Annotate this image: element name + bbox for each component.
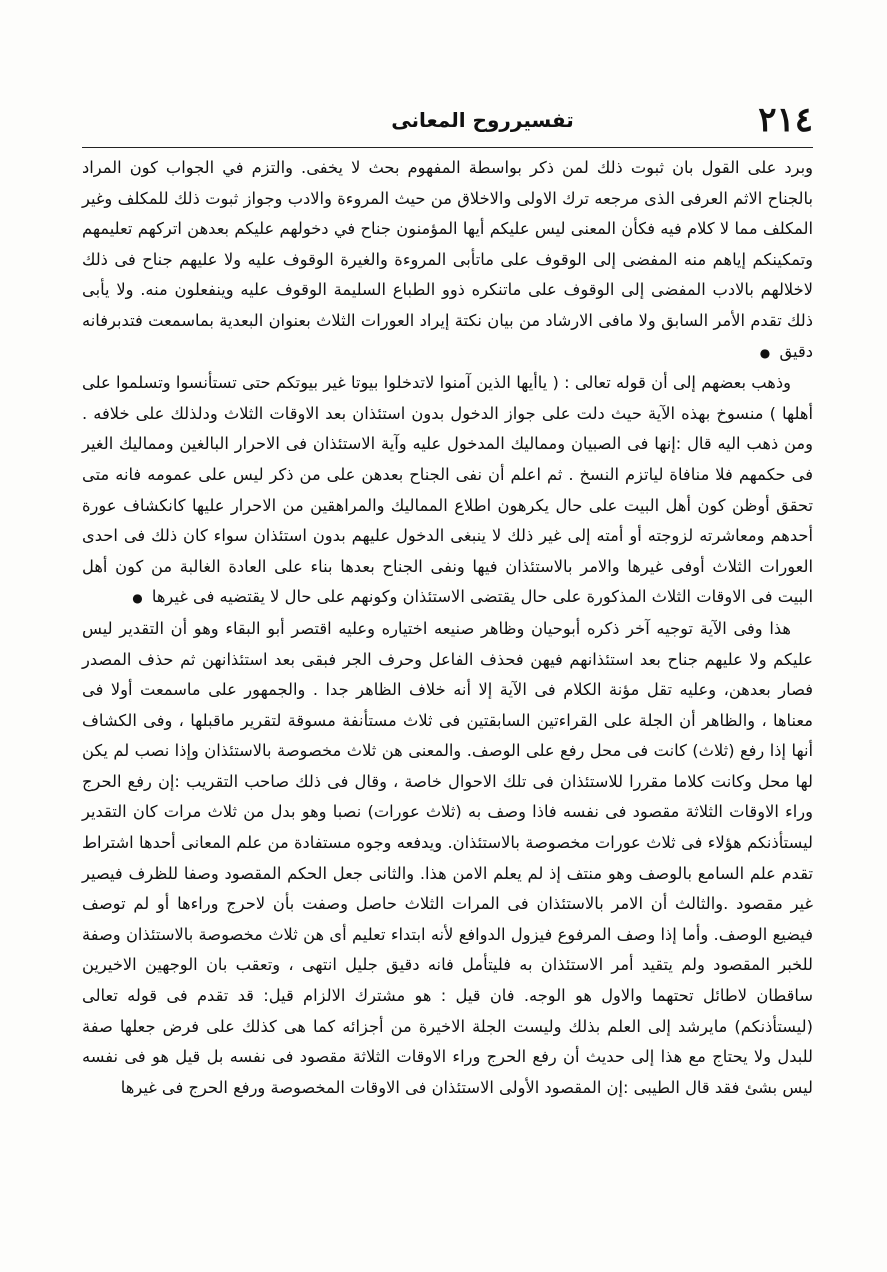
paragraph-end-mark: ●	[132, 591, 143, 606]
page-header	[82, 100, 813, 148]
running-title: تفسيرروح المعانى	[391, 108, 574, 132]
paragraph-3	[82, 614, 813, 1104]
paragraph-end-mark: ●	[759, 345, 771, 360]
body-text	[82, 153, 813, 1103]
header-rule	[82, 147, 813, 148]
paragraph-2-text: وذهب بعضهم إلى أن قوله تعالى : ( ياأيها الذين آمنوا لاتدخلوا بيوتا غير بيوتكم حتى تستأنسوا وتسلموا على أهلها ) منسوخ بهذه الآية حيث دلت على جواز الدخول بدون استئذان بعد الاوقات الثلاث ودلذلك على خلافه . ومن ذهب اليه قال :إنها فى الصبيان ومماليك المدخول عليه وآية الاستئذان فى الاحرار البالغين ومماليك الغير فى حكمهم فلا منافاة لياتزم النسخ . ثم اعلم أن نفى الجناح بعدهن على من ذكر ليس على عمومه فانه متى تحقق أوظن كون أهل البيت على حال يكرهون اطلاع المماليك والمراهقين من الاحرار عليها كانكشاف عورة أحدهم ومعاشرته لزوجته أو أمته إلى غير ذلك لا ينبغى الدخول عليهم بدون استئذان سواء كان ذلك فى احدى العورات الثلاث أوفى غيرها والامر بالاستئذان فيها ونفى الجناح بعدها بناء على العادة الغالبة من كون أهل البيت فى الاوقات الثلاث المذكورة على حال يقتضى الاستئذان وكونهم على حال لا يقتضيه فى غيرها	[82, 373, 813, 607]
paragraph-1	[82, 153, 813, 368]
paragraph-2	[82, 368, 813, 614]
page-number: ٢١٤	[758, 100, 813, 140]
paragraph-3-text: هذا وفى الآية توجيه آخر ذكره أبوحيان وظاهر صنيعه اختياره وعليه اقتصر أبو البقاء وهو أن التقدير ليس عليكم ولا عليهم جناح بعد استئذانهم فيهن فحذف الفاعل وحرف الجر فبقى بعد استئذانهن ثم حذف المصدر فصار بعدهن، وعليه تقل مؤنة الكلام فى الآية إلا أنه خلاف الظاهر جدا . والجمهور على ماسمعت أولا فى معناها ، والظاهر أن الجلة على القراءتين السابقتين فى ثلاث مستأنفة مسوقة لتقرير ماقبلها ، وفى الكشاف أنها إذا رفع (ثلاث) كانت فى محل رفع على الوصف. والمعنى هن ثلاث مخصوصة بالاستئذان وإذا نصب لم يكن لها محل وكانت كلاما مقررا للاستئذان فى تلك الاحوال خاصة ، وقال فى ذلك صاحب التقريب :إن رفع الحرج وراء الاوقات الثلاثة مقصود فى نفسه فاذا وصف به (ثلاث عورات) نصبا وهو بدل من ثلاث مرات كان التقدير ليستأذنكم هؤلاء فى ثلاث عورات مخصوصة بالاستئذان. ويدفعه وجوه مستفادة من علم المعانى أحدها اشتراط تقدم علم السامع بالوصف وهو منتف إذ لم يعلم الامن هذا. والثانى جعل الحكم المقصود وصفا للظرف فيصير غير مقصود .والثالث أن الامر بالاستئذان فى المرات الثلاث حاصل وصفت بأن لاحرج وراءها أو لم توصف فيضيع الوصف. وأما إذا وصف المرفوع فيزول الدوافع لأنه ابتداء تعليم أى هن ثلاث مخصوصة بالاستئذان وصفة للخبر المقصود ولم يتقيد أمر الاستئذان به فليتأمل فانه دقيق جليل انتهى ، وتعقب بان الوجهين الاخيرين ساقطان لاطائل تحتهما والاول هو الوجه. فان قيل : هو مشترك الالزام قيل: قد تقدم فى قوله تعالى (ليستأذنكم) مايرشد إلى العلم بذلك وليست الجلة الاخيرة من أجزائه كما هى كذلك على فرض جعلها صفة للبدل ولا يحتاج مع هذا إلى حديث أن رفع الحرج وراء الاوقات الثلاثة مقصود فى نفسه بل قيل هو فى نفسه ليس بشئ فقد قال الطيبى :إن المقصود الأولى الاستئذان فى الاوقات المخصوصة ورفع الحرج فى غيرها	[82, 618, 813, 1097]
paragraph-1-text: وبرد على القول بان ثبوت ذلك لمن ذكر بواسطة المفهوم بحث لا يخفى. والتزم في الجواب كون المراد بالجناح الاثم العرفى الذى مرجعه ترك الاولى والاخلاق من حيث المروءة والادب وجواز ثبوت ذلك للمكلف وغير المكلف مما لا كلام فيه فكأن المعنى ليس عليكم أيها المؤمنون جناح في دخولهم عليكم بعدهن اتركهم تعليمهم وتمكينكم إياهم منه المفضى إلى الوقوف على ماتأبى المروءة والغيرة الوقوف عليه ولا عليهم جناح فى ذلك لاخلالهم بالادب المفضى إلى الوقوف على ماتنكره ذوو الطباع السليمة الوقوف عليه وينفعلون منه. ولا يأبى ذلك تقدم الأمر السابق ولا مافى الارشاد من بيان نكتة إيراد العورات الثلاث بعنوان البعدية بماسمعت فتدبرفانه دقيق	[82, 158, 813, 361]
